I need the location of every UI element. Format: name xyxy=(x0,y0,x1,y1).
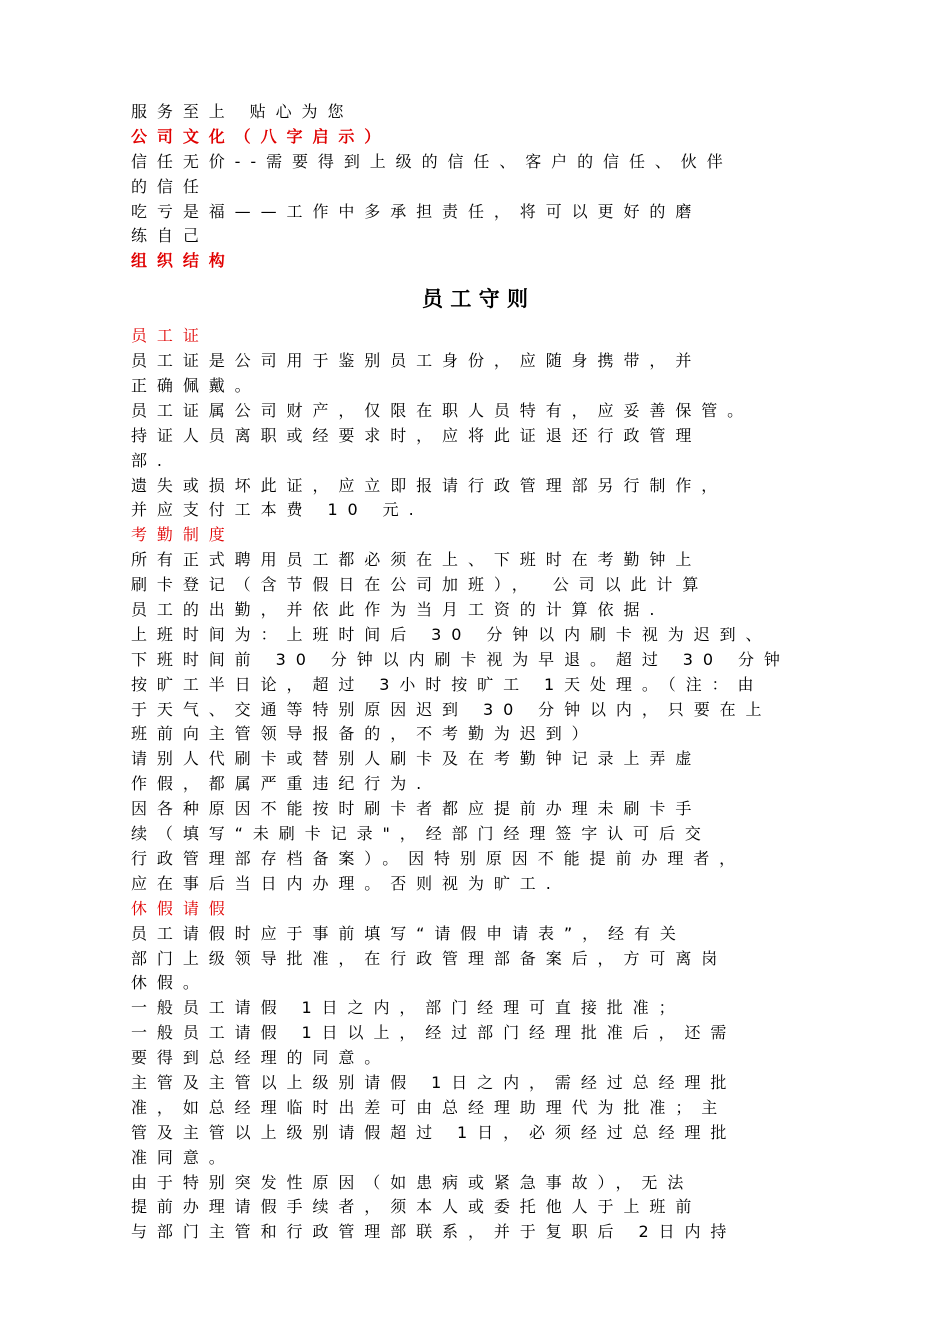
badge-line: 持证人员离职或经要求时，应将此证退还行政管理 xyxy=(131,425,702,445)
attendance-line: 续（填写“未刷卡记录"，经部门经理签字认可后交 xyxy=(131,824,711,844)
slogan: 服务至上 贴心为您 xyxy=(131,102,354,121)
leave-line: 一般员工请假 1日之内，部门经理可直接批准； xyxy=(131,998,685,1018)
attendance-line: 请别人代刷卡或替别人刷卡及在考勤钟记录上弄虚 xyxy=(131,749,702,769)
badge-section xyxy=(131,349,871,523)
attendance-line: 应在事后当日内办理。否则视为旷工. xyxy=(131,873,561,893)
leave-line: 提前办理请假手续者，须本人或委托他人于上班前 xyxy=(131,1197,702,1217)
document-body xyxy=(131,100,871,1245)
leave-line: 员工请假时应于事前填写“请假申请表”，经有关 xyxy=(131,923,686,943)
attendance-section xyxy=(131,548,871,896)
leave-line: 由于特别突发性原因（如患病或紧急事故），无法 xyxy=(131,1172,694,1192)
badge-heading: 员工证 xyxy=(131,326,209,346)
leave-section xyxy=(131,922,871,1246)
trust-line: 信任无价--需要得到上级的信任、客户的信任、伙伴 xyxy=(131,151,733,171)
attendance-line: 员工的出勤，并依此作为当月工资的计算依据. xyxy=(131,600,665,620)
badge-line: 并应支付工本费 10 元. xyxy=(131,500,424,520)
leave-line: 管及主管以上级别请假超过 1日，必须经过总经理批 xyxy=(131,1122,737,1142)
attendance-line: 班前向主管领导报备的，不考勤为迟到） xyxy=(131,724,598,744)
attendance-line: 下班时间前 30 分钟以内刷卡视为早退。超过 30 分钟 xyxy=(131,649,790,669)
attendance-heading: 考勤制度 xyxy=(131,525,235,545)
leave-line: 与部门主管和行政管理部联系，并于复职后 2日内持 xyxy=(131,1222,737,1242)
culture-heading: 公司文化（八字启示） xyxy=(131,126,391,146)
attendance-line: 因各种原因不能按时刷卡者都应提前办理未刷卡手 xyxy=(131,799,702,819)
leave-line: 部门上级领导批准，在行政管理部备案后，方可离岗 xyxy=(131,948,728,968)
attendance-line: 按旷工半日论，超过 3小时按旷工 1天处理。（注：由 xyxy=(131,674,764,694)
attendance-line: 所有正式聘用员工都必须在上、下班时在考勤钟上 xyxy=(131,550,702,570)
loss-line: 吃亏是福——工作中多承担责任，将可以更好的磨 xyxy=(131,201,702,221)
badge-line: 遗失或损坏此证，应立即报请行政管理部另行制作， xyxy=(131,475,728,495)
attendance-line: 上班时间为：上班时间后 30 分钟以内刷卡视为迟到、 xyxy=(131,624,772,644)
attendance-line: 作假，都属严重违纪行为. xyxy=(131,774,432,794)
badge-line: 员工证是公司用于鉴别员工身份，应随身携带，并 xyxy=(131,351,702,371)
leave-line: 要得到总经理的同意。 xyxy=(131,1048,391,1068)
attendance-line: 刷卡登记（含节假日在公司加班）， 公司以此计算 xyxy=(131,575,709,595)
badge-line: 正确佩戴。 xyxy=(131,376,261,396)
trust-line: 的信任 xyxy=(131,176,209,196)
badge-line: 员工证属公司财产，仅限在职人员特有，应妥善保管。 xyxy=(131,400,754,420)
badge-line: 部. xyxy=(131,450,172,470)
loss-line: 练自己 xyxy=(131,226,209,246)
leave-line: 休假。 xyxy=(131,973,209,993)
leave-line: 一般员工请假 1日以上，经过部门经理批准后，还需 xyxy=(131,1023,737,1043)
leave-line: 主管及主管以上级别请假 1日之内，需经过总经理批 xyxy=(131,1072,737,1092)
leave-line: 准同意。 xyxy=(131,1147,235,1167)
leave-heading: 休假请假 xyxy=(131,898,235,918)
attendance-line: 于天气、交通等特别原因迟到 30 分钟以内，只要在上 xyxy=(131,699,772,719)
attendance-line: 行政管理部存档备案）。因特别原因不能提前办理者， xyxy=(131,848,746,868)
org-heading: 组织结构 xyxy=(131,251,235,271)
leave-line: 准，如总经理临时出差可由总经理助理代为批准；主 xyxy=(131,1097,728,1117)
page-title: 员工守则 xyxy=(421,287,536,312)
